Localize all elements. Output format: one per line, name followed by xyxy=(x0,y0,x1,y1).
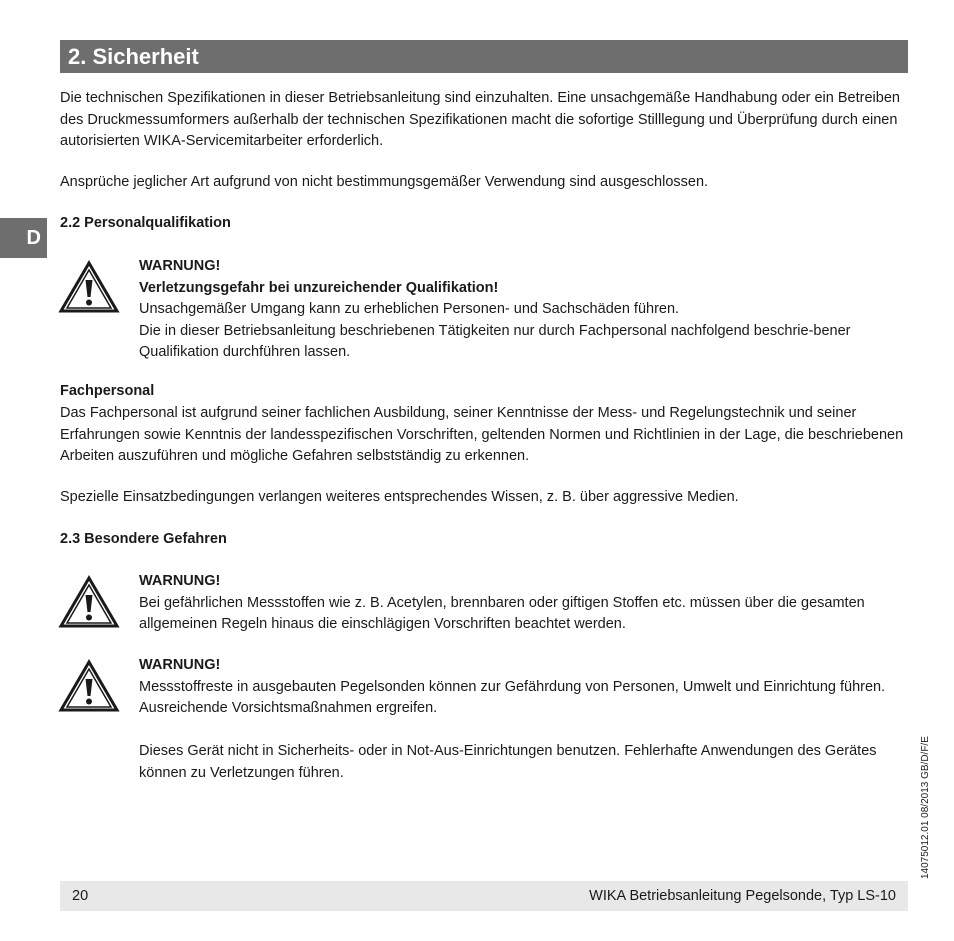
warning-block-messstoffreste xyxy=(139,655,909,784)
document-title: WIKA Betriebsanleitung Pegelsonde, Typ LS-10 xyxy=(589,888,896,904)
warning-triangle-icon xyxy=(58,575,120,629)
warning-line: Bei gefährlichen Messstoffen wie z. B. Acetylen, brennbaren oder giftigen Stoffen etc. müssen über die gesamten allgemeinen Regeln hinaus die einschlägigen Vorschriften beachtet werden. xyxy=(139,594,865,632)
document-code: 14075012.01 08/2013 GB/D/F/E xyxy=(920,736,931,879)
warning-label: WARNUNG! xyxy=(139,258,221,274)
warning-label: WARNUNG! xyxy=(139,573,221,589)
warning-label: WARNUNG! xyxy=(139,657,221,673)
section-heading-besondere-gefahren: 2.3 Besondere Gefahren xyxy=(60,531,227,547)
intro-paragraph-2: Ansprüche jeglicher Art aufgrund von nicht bestimmungsgemäßer Verwendung sind ausgeschlossen. xyxy=(60,174,709,190)
special-conditions-paragraph: Spezielle Einsatzbedingungen verlangen weiteres entsprechendes Wissen, z. B. über aggressive Medien. xyxy=(60,489,739,505)
warning-line: Unsachgemäßer Umgang kann zu erheblichen Personen- und Sachschäden führen. xyxy=(139,301,680,317)
page-title: 2. Sicherheit xyxy=(60,40,908,73)
warning-line: Dieses Gerät nicht in Sicherheits- oder in Not-Aus-Einrichtungen benutzen. Fehlerhafte Anwendungen des Gerätes können zu Verletzungen führen. xyxy=(139,743,877,781)
warning-triangle-icon xyxy=(58,659,120,713)
language-tab: D xyxy=(0,218,47,258)
section-heading-personalqualifikation: 2.2 Personalqualifikation xyxy=(60,215,231,231)
warning-block-qualifikation xyxy=(139,256,909,364)
fachpersonal-heading: Fachpersonal xyxy=(60,383,155,399)
warning-block-messstoffe xyxy=(139,571,909,636)
fachpersonal-paragraph: Das Fachpersonal ist aufgrund seiner fachlichen Ausbildung, seiner Kenntnisse der Mess- und Regelungstechnik und seiner Erfahrungen sowie Kenntnis der landesspezifischen Vorschriften, geltenden Normen und Richtlinien in der Lage, die beschriebenen Arbeiten auszuführen und mögliche Gefahren selbstständig zu erkennen. xyxy=(60,405,904,464)
warning-line: Die in dieser Betriebsanleitung beschriebenen Tätigkeiten nur durch Fachpersonal nachfolgend beschrie-bener Qualifikation durchführen lassen. xyxy=(139,322,851,360)
warning-subtitle: Verletzungsgefahr bei unzureichender Qualifikation! xyxy=(139,279,499,296)
page-footer xyxy=(60,881,908,911)
warning-triangle-icon xyxy=(58,260,120,314)
page-number: 20 xyxy=(72,888,89,904)
warning-line: Messstoffreste in ausgebauten Pegelsonden können zur Gefährdung von Personen, Umwelt und Einrichtung führen. xyxy=(139,678,886,695)
warning-line: Ausreichende Vorsichtsmaßnahmen ergreifen. xyxy=(139,700,438,716)
intro-paragraph-1: Die technischen Spezifikationen in dieser Betriebsanleitung sind einzuhalten. Eine unsachgemäße Handhabung oder ein Betreiben des Druckmessumformers außerhalb der technischen Spezifikationen macht die sofortige Stilllegung und Überprüfung durch einen autorisierten WIKA-Servicemitarbeiter erforderlich. xyxy=(60,90,900,149)
